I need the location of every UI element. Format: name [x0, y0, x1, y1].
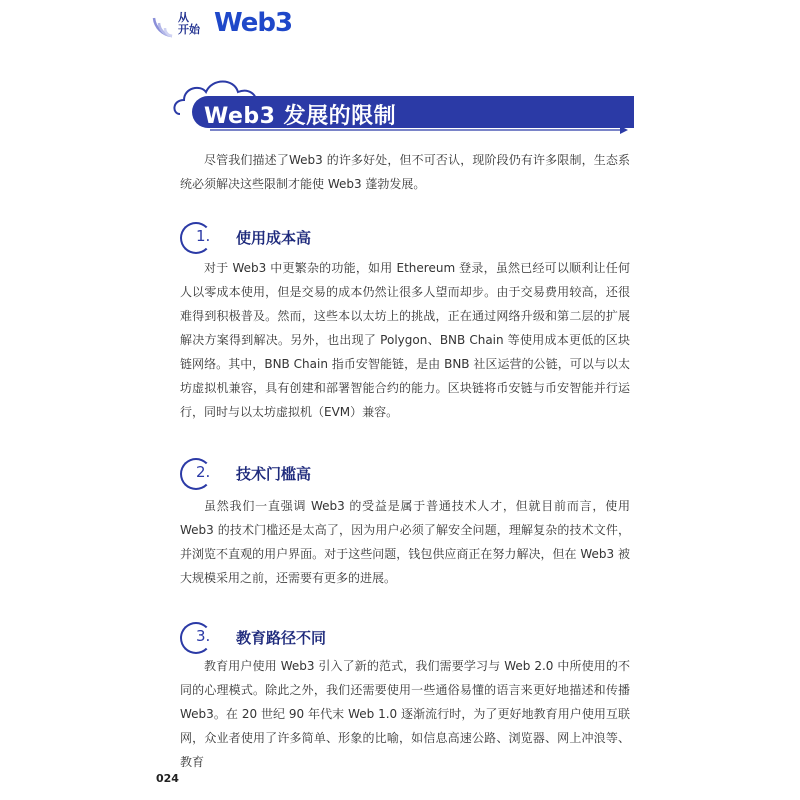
intro-paragraph: 尽管我们描述了Web3 的许多好处，但不可否认，现阶段仍有许多限制，生态系统必须解决这些限制才能使 Web3 蓬勃发展。 — [180, 153, 630, 191]
section-title: 使用成本高 — [236, 229, 312, 247]
logo-line-2: 开始 — [178, 23, 200, 36]
page-title: Web3 发展的限制 — [204, 104, 397, 129]
chapter-banner — [170, 70, 630, 140]
signal-arcs-icon — [150, 8, 176, 38]
section-heading-3 — [180, 622, 480, 656]
page-number: 024 — [156, 772, 179, 785]
section-heading-1 — [180, 222, 480, 256]
section-heading-2 — [180, 458, 480, 492]
section-1-paragraph: 对于 Web3 中更繁杂的功能，如用 Ethereum 登录，虽然已经可以顺利让任何人以零成本使用，但是交易的成本仍然让很多人望而却步。由于交易费用较高，还很难得到积极普及。然而，这些本以太坊上的挑战，正在通过网络升级和第二层的扩展解决方案得到解决。另外，也出现了 Polygon、BNB Chain 等使用成本更低的区块链网络。其中，BNB Chain 指币安智能链，是由 BNB 社区运营的公链，可以与以太坊虚拟机兼容，具有创建和部署智能合约的能力。区块链将币安链与币安智能并行运行，同时与以太坊虚拟机（EVM）兼容。 — [180, 261, 630, 419]
section-number: 2. — [196, 463, 211, 481]
section-title: 技术门槛高 — [236, 465, 312, 483]
logo-web3-text: Web3 — [214, 8, 293, 38]
section-number: 3. — [196, 627, 211, 645]
book-logo — [150, 8, 293, 42]
section-3-paragraph: 教育用户使用 Web3 引入了新的范式，我们需要学习与 Web 2.0 中所使用的不同的心理模式。除此之外，我们还需要使用一些通俗易懂的语言来更好地描述和传播 Web3。在 20 世纪 90 年代末 Web 1.0 逐渐流行时，为了更好地教育用户使用互联网，众业者使用了许多简单、形象的比喻，如信息高速公路、浏览器、网上冲浪等、教育 — [180, 659, 630, 769]
logo-line-1: 从 — [178, 11, 189, 24]
section-2-paragraph: 虽然我们一直强调 Web3 的受益是属于普通技术人才，但就目前而言，使用 Web3 的技术门槛还是太高了，因为用户必须了解安全问题，理解复杂的技术文件，并浏览不直观的用户界面。对于这些问题，钱包供应商正在努力解决，但在 Web3 被大规模采用之前，还需要有更多的进展。 — [180, 499, 630, 585]
logo-chinese-text — [178, 12, 200, 36]
section-title: 教育路径不同 — [236, 629, 327, 647]
section-number: 1. — [196, 227, 211, 245]
